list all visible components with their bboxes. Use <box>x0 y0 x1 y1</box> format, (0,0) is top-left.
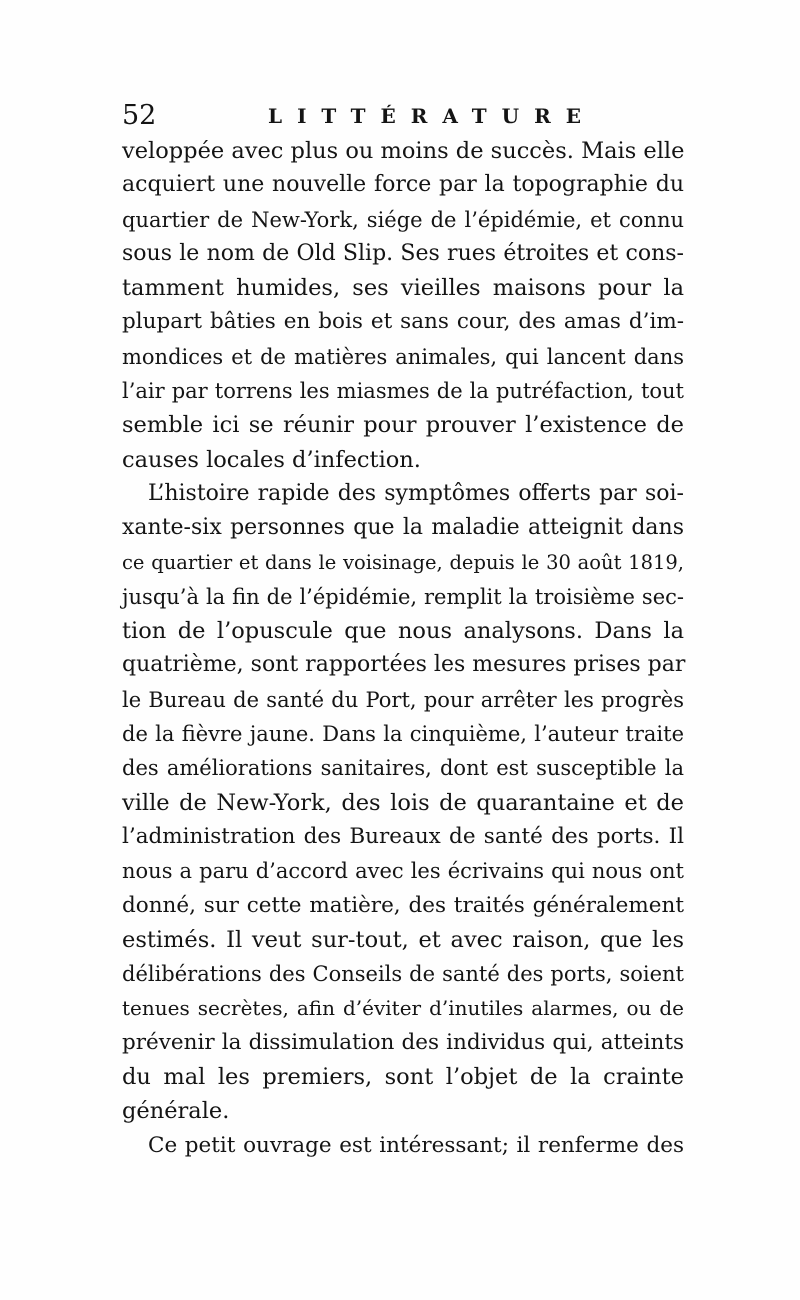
text-line: quartier de New-York, siége de l’épidémie, et connu <box>122 207 684 232</box>
text-line: le Bureau de santé du Port, pour arrêter les progrès <box>122 687 684 712</box>
text-line: tamment humides, ses vieilles maisons pour la <box>122 275 684 302</box>
body-text <box>122 134 684 1163</box>
text-line: sous le nom de Old Slip. Ses rues étroites et cons- <box>122 240 684 266</box>
text-line: plupart bâties en bois et sans cour, des amas d’im- <box>122 309 684 335</box>
text-line: de la fièvre jaune. Dans la cinquième, l’auteur traite <box>122 722 684 747</box>
text-line: xante-six personnes que la maladie atteignit dans <box>122 515 684 541</box>
text-line: des améliorations sanitaires, dont est susceptible la <box>122 756 684 781</box>
text-line: L’histoire rapide des symptômes offerts par soi- <box>148 480 684 506</box>
text-line: veloppée avec plus ou moins de succès. Mais elle <box>122 138 685 164</box>
text-line: nous a paru d’accord avec les écrivains qui nous ont <box>122 859 684 884</box>
text-line: prévenir la dissimulation des individus qui, atteints <box>122 1029 684 1055</box>
text-line: ce quartier et dans le voisinage, depuis le 30 août 1819, <box>122 550 684 574</box>
text-line: donné, sur cette matière, des traités généralement <box>122 892 684 918</box>
text-line: semble ici se réunir pour prouver l’existence de <box>122 412 684 439</box>
text-line: acquiert une nouvelle force par la topographie du <box>122 172 684 198</box>
page-header <box>122 96 682 136</box>
text-line: l’administration des Bureaux de santé des ports. Il <box>122 823 684 849</box>
text-line: jusqu’à la fin de l’épidémie, remplit la troisième sec- <box>122 584 684 609</box>
text-line: délibérations des Conseils de santé des ports, soient <box>122 962 684 987</box>
text-line: l’air par torrens les miasmes de la putréfaction, tout <box>122 379 684 404</box>
text-line: mondices et de matières animales, qui lancent dans <box>122 344 684 369</box>
text-line: causes locales d’infection. <box>122 446 421 473</box>
text-line: quatrième, sont rapportées les mesures prises par <box>122 652 686 678</box>
text-line: tenues secrètes, afin d’éviter d’inutiles alarmes, ou de <box>122 996 684 1021</box>
text-line: générale. <box>122 1098 230 1125</box>
text-line: Ce petit ouvrage est intéressant; il renferme des <box>148 1132 684 1158</box>
text-line: ville de New-York, des lois de quarantaine et de <box>122 789 684 816</box>
text-line: tion de l’opuscule que nous analysons. Dans la <box>122 618 684 645</box>
page-number: 52 <box>122 100 157 131</box>
text-line: du mal les premiers, sont l’objet de la crainte <box>122 1064 684 1091</box>
text-line: estimés. Il veut sur-tout, et avec raison, que les <box>122 926 684 953</box>
running-head: LITTÉRATURE <box>268 104 596 128</box>
